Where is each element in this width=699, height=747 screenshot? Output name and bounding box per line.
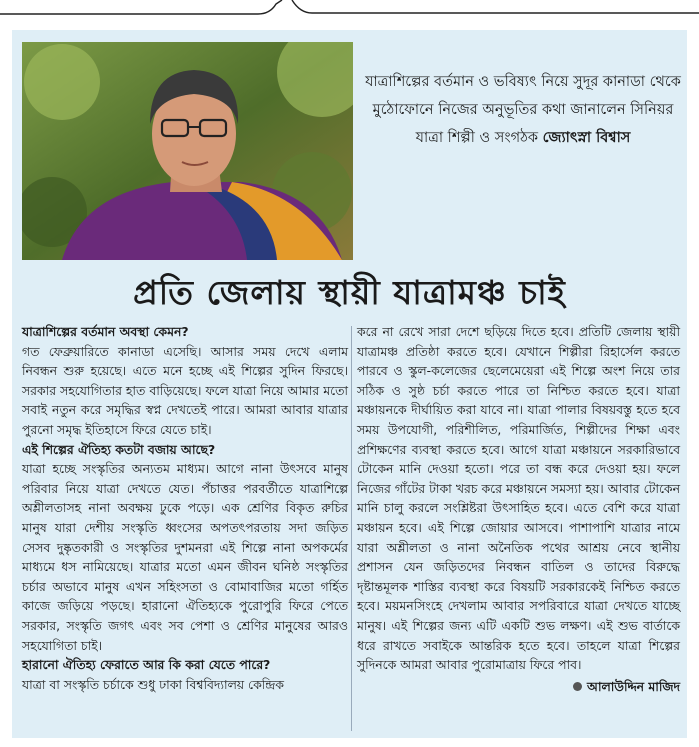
- article-column-left: [22, 322, 348, 694]
- answer-2: যাত্রা হচ্ছে সংস্কৃতির অন্যতম মাধ্যম। আগে নানা উৎসবে মানুষ পরিবার নিয়ে যাত্রা দেখতে যেত। পঁচাত্তর পরবর্তীতে যাত্রাশিল্পে অশ্লীলতাসহ নানা অবক্ষয় ঢুকে পড়ে। এক শ্রেণির বিকৃত রুচির মানুষ যারা দেশীয় সংস্কৃতি ধ্বংসের অপতৎপরতায় সদা জড়িত সেসব দুষ্কৃতকারী ও সংস্কৃতির দুশমনরা এই শিল্পে নানা অপকর্মের মাধ্যমে ধস নামিয়েছে। যাত্রার মতো এমন জীবন ঘনিষ্ঠ সংস্কৃতির চর্চার অভাবে মানুষ এখন সহিংসতা ও বোমাবাজির মতো গর্হিত কাজে জড়িয়ে পড়ছে। হারানো ঐতিহ্যকে পুরোপুরি ফিরে পেতে সরকার, সংস্কৃতি জগৎ এবং সব পেশা ও শ্রেণির মানুষের আরও সহযোগিতা চাই।: [22, 461, 348, 653]
- column-divider: [351, 326, 352, 731]
- article-column-right: [357, 322, 680, 696]
- answer-3-continued: করে না রেখে সারা দেশে ছড়িয়ে দিতে হবে। প্রতিটি জেলায় স্থায়ী যাত্রামঞ্চ প্রতিষ্ঠা করতে হবে। যেখানে শিল্পীরা রিহার্সেল করতে পারবে ও স্কুল-কলেজের ছেলেমেয়েরা এই শিল্পে অংশ নিয়ে তার সঠিক ও সুষ্ঠ চর্চা করতে পারে তা নিশ্চিত করতে হবে। যাত্রা মঞ্চায়নকে দীর্ঘায়িত করা যাবে না। যাত্রা পালার বিষয়বস্তু হতে হবে সময় উপযোগী, পরিশীলিত, পরিমার্জিত, শিল্পীদের শিক্ষা এবং প্রশিক্ষণের ব্যবস্থা করতে হবে। আগে যাত্রা মঞ্চায়নে সরকারিভাবে টোকেন মানি দেওয়া হতো। পরে তা বন্ধ করে দেওয়া হয়। ফলে নিজের গাঁটের টাকা খরচ করে মঞ্চায়নে সমস্যা হয়। আবার টোকেন মানি চালু করলে সংশ্লিষ্টরা উৎসাহিত হবে। এতে বেশি করে যাত্রা মঞ্চায়ন হবে। এই শিল্পে জোয়ার আসবে। পাশাপাশি যাত্রার নামে যারা অশ্লীলতা ও নানা অনৈতিক পথের আশ্রয় নেবে স্থানীয় প্রশাসন যেন জড়িতদের নিবন্ধন বাতিল ও তাদের বিরুদ্ধে দৃষ্টান্তমূলক শাস্তির ব্যবস্থা করে বিষয়টি সরকারকেই নিশ্চিত করতে হবে। ময়মনসিংহে দেখলাম আবার সপরিবারে যাত্রা দেখতে যাচ্ছে মানুষ। এই শিল্পের জন্য এটি একটি শুভ লক্ষণ। এই শুভ বার্তাকে ধরে রাখতে সবাইকে আন্তরিক হতে হবে। তাহলে যাত্রা শিল্পের সুদিনকে আমরা আবার পুরোমাত্রায় ফিরে পাব।: [357, 324, 680, 673]
- question-2: এই শিল্পের ঐতিহ্য কতটা বজায় আছে?: [22, 441, 216, 457]
- interviewee-photo: [22, 42, 353, 260]
- intro-text: যাত্রাশিল্পের বর্তমান ও ভবিষ্যৎ নিয়ে সুদূর কানাডা থেকে মুঠোফোনে নিজের অনুভূতির কথা জানালেন সিনিয়র যাত্রা শিল্পী ও সংগঠক: [365, 74, 681, 146]
- question-1: যাত্রাশিল্পের বর্তমান অবস্থা কেমন?: [22, 324, 189, 339]
- top-frame-decoration: [0, 0, 699, 26]
- answer-3-start: যাত্রা বা সংস্কৃতি চর্চাকে শুধু ঢাকা বিশ্ববিদ্যালয় কেন্দ্রিক: [22, 676, 284, 692]
- question-3: হারানো ঐতিহ্য ফেরাতে আর কি করা যেতে পারে?: [22, 657, 271, 673]
- headline: প্রতি জেলায় স্থায়ী যাত্রামঞ্চ চাই: [133, 273, 566, 312]
- intro-blurb: [364, 68, 682, 152]
- article-panel: [12, 30, 687, 738]
- bullet-icon: [573, 682, 582, 691]
- interviewee-name: জ্যোৎস্না বিশ্বাস: [542, 130, 631, 146]
- answer-1: গত ফেব্রুয়ারিতে কানাডা এসেছি। আসার সময় দেখে এলাম নিবন্ধন শুরু হয়েছে। এতে মনে হচ্ছে এই শিল্পের সুদিন ফিরছে। সরকার সহযোগিতার হাত বাড়িয়েছে। ফলে যাত্রা নিয়ে আমার মতো সবাই নতুন করে সমৃদ্ধির স্বপ্ন দেখতেই পারে। আমরা আবার যাত্রার পুরনো সমৃদ্ধ ইতিহাসে ফিরে যেতে চাই।: [22, 343, 348, 437]
- author-name: আলাউদ্দিন মাজিদ: [587, 678, 680, 694]
- author-byline: [357, 677, 680, 697]
